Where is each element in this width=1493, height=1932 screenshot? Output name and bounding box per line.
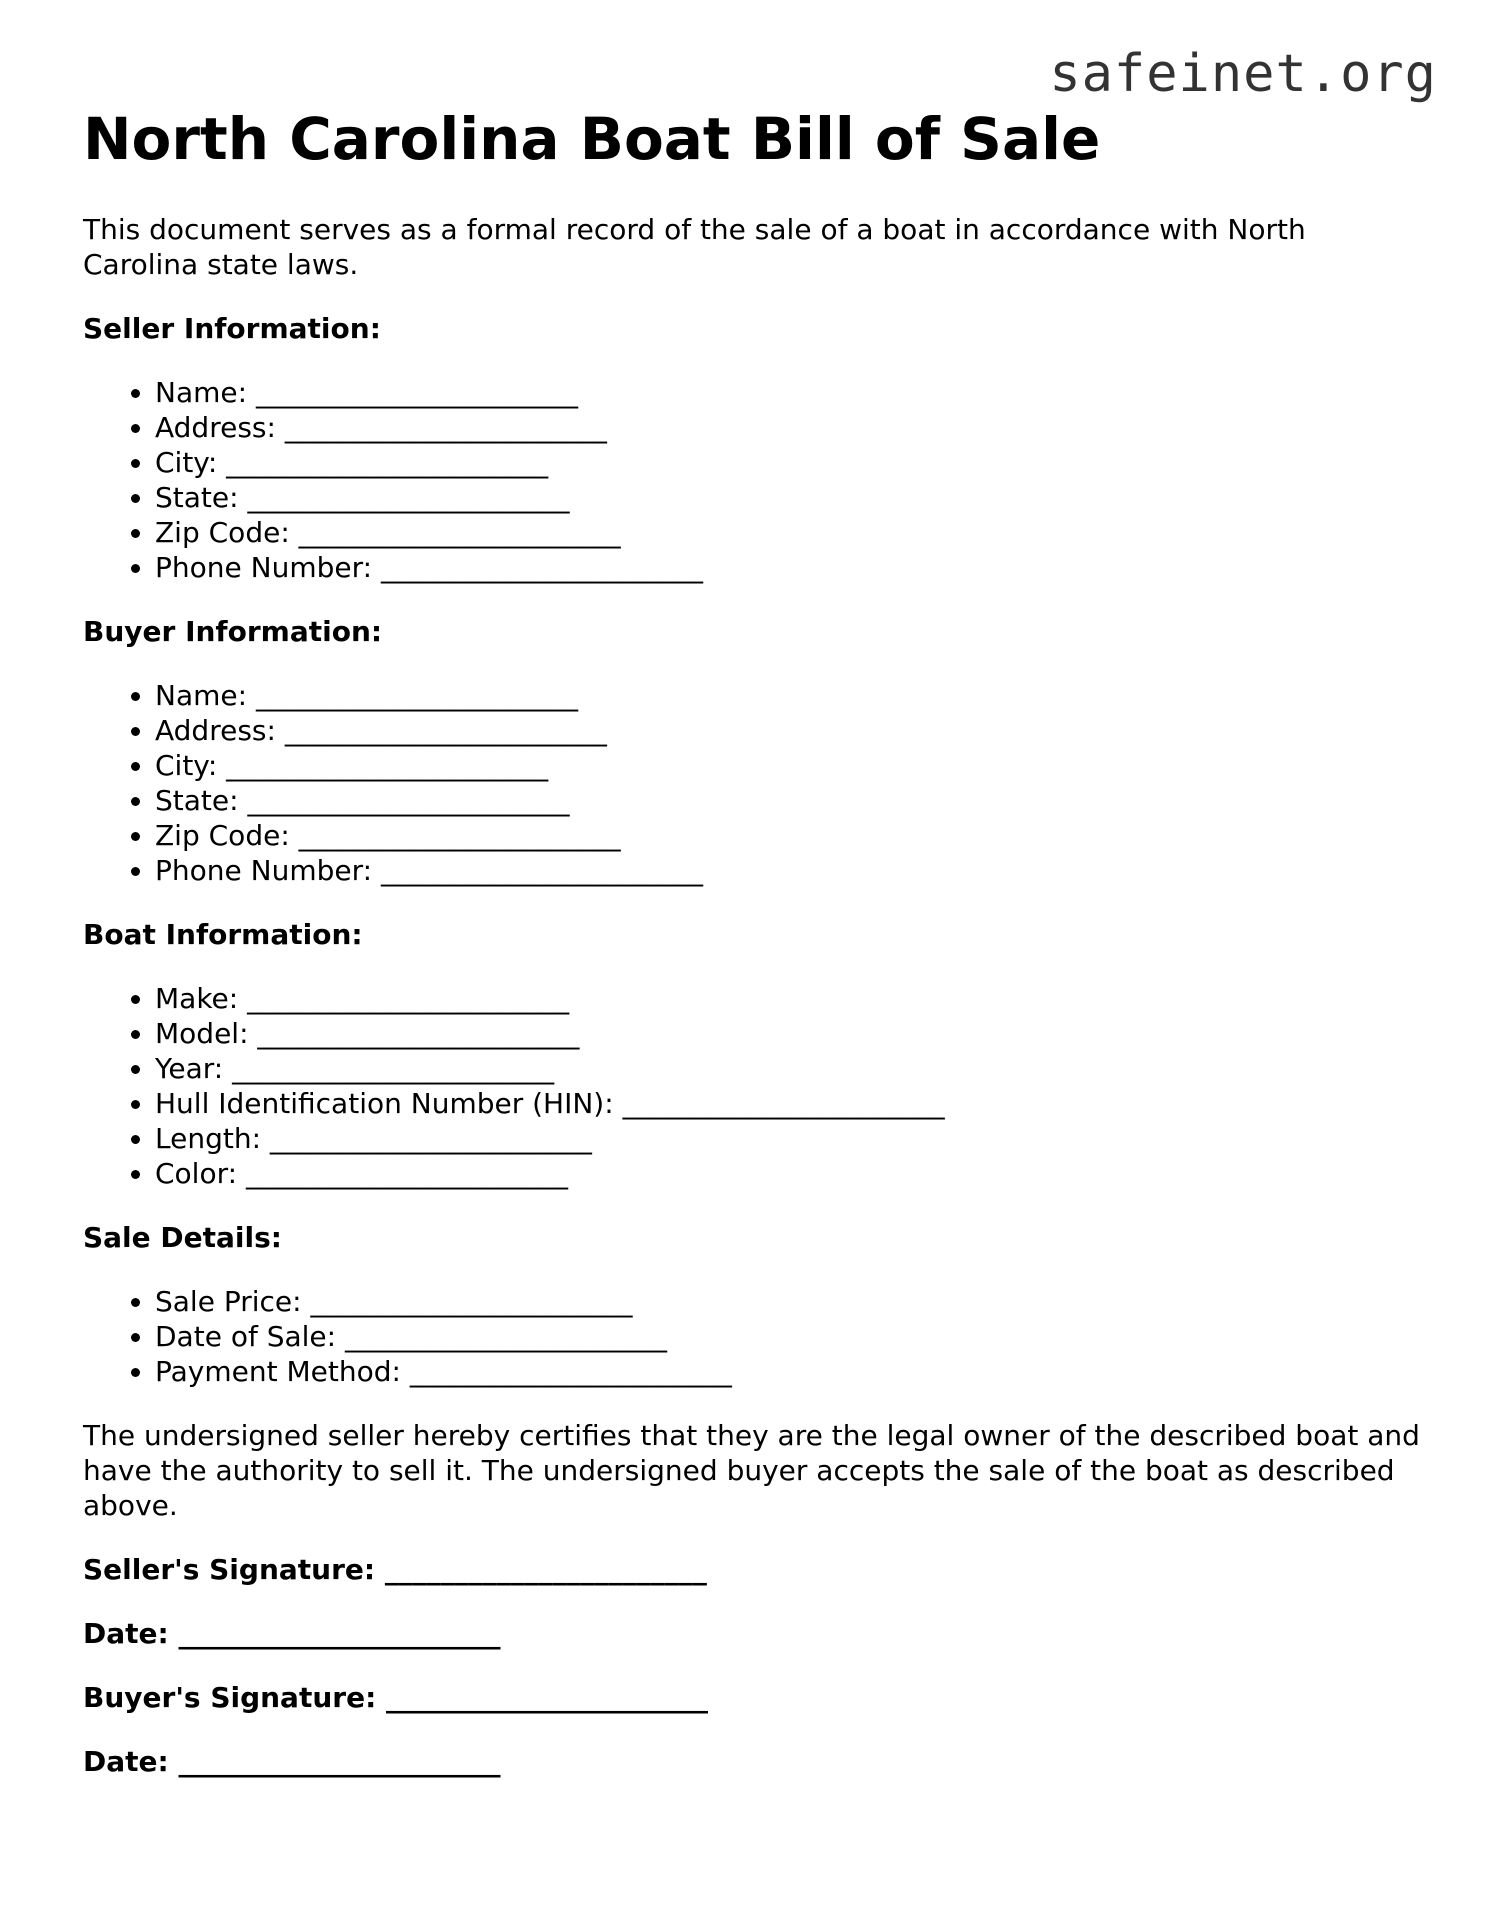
buyer-date-line: Date: _______________________ (83, 1745, 501, 1778)
sale-details-list (83, 1284, 1423, 1389)
buyer-phone-field: • Phone Number: _______________________ (155, 853, 1423, 888)
seller-city-field: • City: _______________________ (155, 445, 1423, 480)
buyer-section-heading: Buyer Information: (83, 615, 383, 648)
seller-zip-field: • Zip Code: _______________________ (155, 515, 1423, 550)
seller-info-list (83, 375, 1423, 585)
payment-method-field: • Payment Method: _______________________ (155, 1354, 1423, 1389)
boat-color-field: • Color: _______________________ (155, 1156, 1423, 1191)
sale-price-field: • Sale Price: _______________________ (155, 1284, 1423, 1319)
document-body (83, 212, 1423, 1808)
boat-model-field: • Model: _______________________ (155, 1016, 1423, 1051)
seller-section-heading: Seller Information: (83, 312, 381, 345)
buyer-state-field: • State: _______________________ (155, 783, 1423, 818)
boat-info-list (83, 981, 1423, 1191)
seller-name-field: • Name: _______________________ (155, 375, 1423, 410)
seller-date-line: Date: _______________________ (83, 1617, 501, 1650)
boat-year-field: • Year: _______________________ (155, 1051, 1423, 1086)
buyer-name-field: • Name: _______________________ (155, 678, 1423, 713)
boat-hin-field: • Hull Identification Number (HIN): _______________________ (155, 1086, 1423, 1121)
buyer-zip-field: • Zip Code: _______________________ (155, 818, 1423, 853)
buyer-city-field: • City: _______________________ (155, 748, 1423, 783)
seller-signature-line: Seller's Signature: _______________________ (83, 1553, 707, 1586)
seller-phone-field: • Phone Number: _______________________ (155, 550, 1423, 585)
buyer-signature-line: Buyer's Signature: _______________________ (83, 1681, 709, 1714)
watermark: safeinet.org (1049, 44, 1437, 104)
buyer-info-list (83, 678, 1423, 888)
sale-date-field: • Date of Sale: _______________________ (155, 1319, 1423, 1354)
seller-state-field: • State: _______________________ (155, 480, 1423, 515)
buyer-address-field: • Address: _______________________ (155, 713, 1423, 748)
sale-section-heading: Sale Details: (83, 1221, 282, 1254)
boat-section-heading: Boat Information: (83, 918, 363, 951)
intro-paragraph: This document serves as a formal record of the sale of a boat in accordance with North Carolina state laws. (83, 213, 1306, 281)
certification-paragraph: The undersigned seller hereby certifies that they are the legal owner of the described boat and have the authority to sell it. The undersigned buyer accepts the sale of the boat as described above. (83, 1419, 1420, 1522)
seller-address-field: • Address: _______________________ (155, 410, 1423, 445)
page-title: North Carolina Boat Bill of Sale (83, 105, 1101, 173)
boat-length-field: • Length: _______________________ (155, 1121, 1423, 1156)
boat-make-field: • Make: _______________________ (155, 981, 1423, 1016)
